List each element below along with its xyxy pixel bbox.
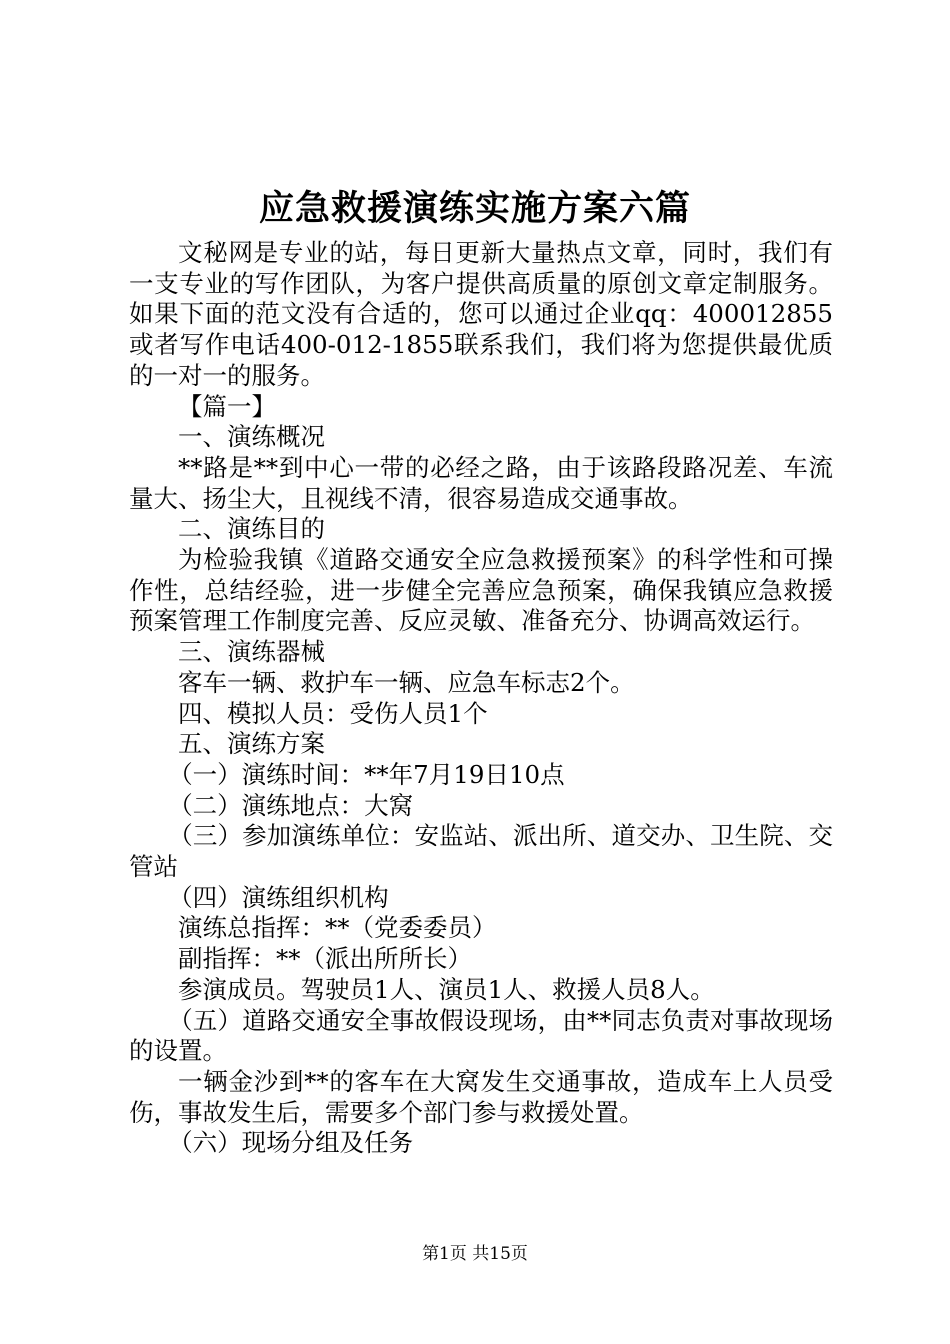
item-members: 参演成员。驾驶员1人、演员1人、救援人员8人。 <box>178 974 715 1004</box>
section-heading-part-one: 【篇一】 <box>178 391 276 421</box>
paragraph-equipment: 客车一辆、救护车一辆、应急车标志2个。 <box>178 667 635 697</box>
paragraph-intro: 文秘网是专业的站，每日更新大量热点文章，同时，我们有一支专业的写作团队，为客户提供高质量的原创文章定制服务。如果下面的范文没有合适的，您可以通过企业qq：400012855或者写作电话400-012-1855联系我们，我们将为您提供最优质的一对一的服务。 <box>129 238 833 390</box>
paragraph-overview: **路是**到中心一带的必经之路，由于该路段路况差、车流量大、扬尘大，且视线不清，很容易造成交通事故。 <box>129 452 833 513</box>
heading-equipment: 三、演练器械 <box>178 637 325 667</box>
document-body <box>129 238 833 1159</box>
item-units: （三）参加演练单位：安监站、派出所、道交办、卫生院、交管站 <box>129 821 833 882</box>
heading-simulated-personnel: 四、模拟人员：受伤人员1个 <box>178 698 488 728</box>
paragraph-purpose: 为检验我镇《道路交通安全应急救援预案》的科学性和可操作性，总结经验，进一步健全完善应急预案，确保我镇应急救援预案管理工作制度完善、反应灵敏、准备充分、协调高效运行。 <box>129 545 833 636</box>
heading-purpose: 二、演练目的 <box>178 514 325 544</box>
item-deputy-commander: 副指挥：**（派出所所长） <box>178 944 472 974</box>
paragraph-scenario: 一辆金沙到**的客车在大窝发生交通事故，造成车上人员受伤，事故发生后，需要多个部门参与救援处置。 <box>129 1066 833 1127</box>
item-commander: 演练总指挥：**（党委委员） <box>178 913 497 943</box>
item-groups-tasks: （六）现场分组及任务 <box>168 1128 414 1158</box>
item-location: （二）演练地点：大窝 <box>168 790 414 820</box>
item-time: （一）演练时间：**年7月19日10点 <box>168 759 565 789</box>
document-title: 应急救援演练实施方案六篇 <box>258 188 691 229</box>
page-footer: 第1页 共15页 <box>422 1244 528 1264</box>
heading-overview: 一、演练概况 <box>178 422 325 452</box>
heading-plan: 五、演练方案 <box>178 729 325 759</box>
item-scene-setup: （五）道路交通安全事故假设现场，由**同志负责对事故现场的设置。 <box>129 1005 833 1066</box>
item-organization: （四）演练组织机构 <box>168 882 389 912</box>
